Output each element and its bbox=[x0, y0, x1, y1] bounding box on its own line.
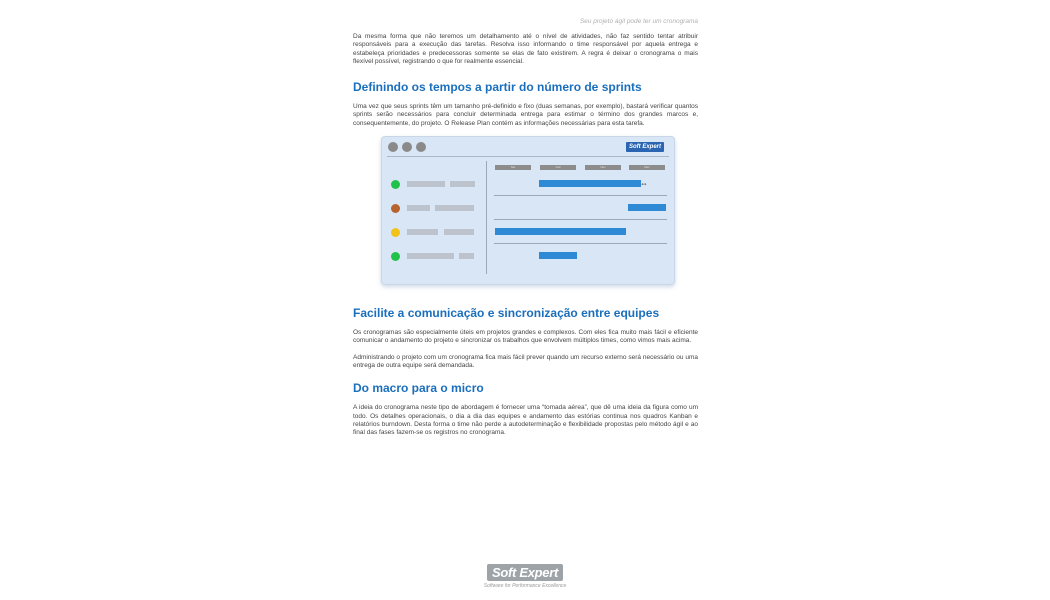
row-divider bbox=[494, 219, 667, 220]
gantt-bar[interactable] bbox=[628, 204, 666, 211]
section-paragraph: Administrando o projeto com um cronograma fica mais fácil prever quando um recurso externo será necessário ou uma entrega de outra equipe será demandada. bbox=[353, 353, 698, 369]
window-dot-icon bbox=[388, 142, 398, 152]
section-heading-communication: Facilite a comunicação e sincronização entre equipes bbox=[353, 306, 660, 321]
divider bbox=[387, 156, 669, 157]
section-paragraph: A ideia do cronograma neste tipo de abordagem é fornecer uma “tomada aérea”, que dê uma ideia da figura como um todo. Os detalhes operacionais, o dia a dia das equipes e andamento das estórias continua nos quadros Kanban e relatórios burndown. Desta forma o time não perde a autodeterminação e flexibilidade propostas pelo método ágil e ao final das fases fazem-se os registros no cronograma. bbox=[353, 404, 698, 437]
intro-paragraph: Da mesma forma que não teremos um detalhamento até o nível de atividades, não faz sentido tentar atribuir responsáveis para a execução das tarefas. Resolva isso informando o time responsável por aquela entrega e estabeleça prioridades e predecessoras somente se elas de fato existirem. A regra é deixar o cronograma o mais flexível possível, registrando o que for realmente essencial. bbox=[353, 33, 698, 65]
status-dot-green bbox=[391, 252, 400, 261]
status-dot-brown bbox=[391, 204, 400, 213]
task-name-placeholder bbox=[444, 229, 474, 235]
status-dot-yellow bbox=[391, 228, 400, 237]
brand-wordmark: Soft Expert bbox=[487, 564, 563, 581]
month-label: Set bbox=[495, 165, 531, 170]
gantt-illustration bbox=[381, 136, 675, 285]
running-header: Seu projeto ágil pode ter um cronograma bbox=[579, 18, 698, 25]
month-label: Dez bbox=[629, 165, 665, 170]
document-page bbox=[353, 18, 698, 445]
gantt-bar[interactable] bbox=[539, 180, 641, 187]
divider bbox=[486, 161, 487, 274]
status-dot-green bbox=[391, 180, 400, 189]
gantt-bar[interactable] bbox=[539, 252, 577, 259]
task-name-placeholder bbox=[459, 253, 474, 259]
brand-tagline: Software for Performance Excellence bbox=[483, 583, 567, 589]
task-name-placeholder bbox=[407, 253, 454, 259]
task-name-placeholder bbox=[450, 181, 475, 187]
month-label: Out bbox=[540, 165, 576, 170]
gantt-bar[interactable] bbox=[495, 228, 626, 235]
task-name-placeholder bbox=[407, 229, 438, 235]
section-paragraph: Os cronogramas são especialmente úteis em projetos grandes e complexos. Com eles fica muito mais fácil e eficiente comunicar o andamento do projeto e sincronizar os trabalhos que envolvem múltiplos times, como vimos mais acima. bbox=[353, 329, 698, 345]
section-heading-macro: Do macro para o micro bbox=[353, 381, 484, 396]
illustration-logo: Soft Expert bbox=[626, 142, 664, 152]
task-name-placeholder bbox=[407, 181, 445, 187]
row-divider bbox=[494, 243, 667, 244]
task-name-placeholder bbox=[407, 205, 430, 211]
footer-logo bbox=[470, 564, 580, 589]
task-name-placeholder bbox=[435, 205, 474, 211]
section-heading-sprints: Definindo os tempos a partir do número de sprints bbox=[353, 80, 642, 95]
resize-double-arrow-icon[interactable]: ⇔ bbox=[640, 179, 648, 189]
month-label: Nov bbox=[585, 165, 621, 170]
window-dot-icon bbox=[416, 142, 426, 152]
window-dot-icon bbox=[402, 142, 412, 152]
section-paragraph: Uma vez que seus sprints têm um tamanho pré-definido e fixo (duas semanas, por exemplo), bastará verificar quantos sprints serão necessários para concluir determinada entrega para estimar o término dos grandes marcos e, consequentemente, do projeto. O Release Plan contém as informações necessárias para esta tarefa. bbox=[353, 103, 698, 127]
row-divider bbox=[494, 195, 667, 196]
